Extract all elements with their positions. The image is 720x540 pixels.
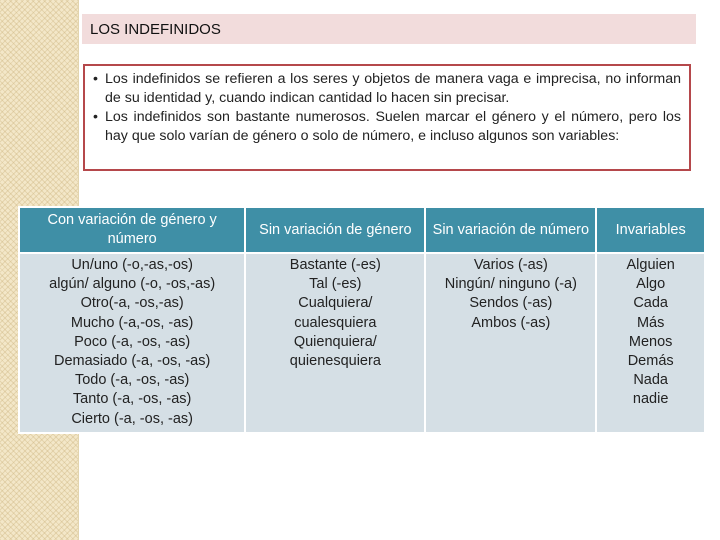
intro-bullet-2: • Los indefinidos son bastante numerosos. Suelen marcar el género y el número, pero los hay que solo varían de género o solo de número, e incluso algunos son variables: [91, 108, 681, 146]
list-item: Sendos (-as) [469, 295, 553, 312]
list-item: Tanto (-a, -os, -as) [72, 391, 192, 408]
list-item: Mucho (-a,-os, -as) [70, 314, 194, 331]
list-item: quienesquiera [289, 353, 381, 370]
header-invariables: Invariables [597, 208, 704, 252]
list-item: Nada [633, 372, 668, 389]
list-item: Cada [633, 295, 668, 312]
list-item: Poco (-a, -os, -as) [74, 333, 191, 350]
list-item: Más [636, 314, 665, 331]
list-item: Un/uno (-o,-as,-os) [71, 257, 193, 273]
cell-sin-genero [246, 254, 424, 432]
list-item: Demasiado (-a, -os, -as) [53, 353, 211, 370]
intro-list [91, 70, 681, 146]
header-genero-numero: Con variación de género y número [20, 208, 244, 252]
intro-bullet-1: • Los indefinidos se refieren a los seres y objetos de manera vaga e imprecisa, no informan de su identidad y, cuando indican cantidad lo hacen sin precisar. [91, 70, 681, 108]
cell-invariables [597, 254, 704, 432]
list-item: cualesquiera [294, 314, 377, 331]
slide-title-text: LOS INDEFINIDOS [90, 20, 221, 38]
list-item: Todo (-a, -os, -as) [74, 372, 190, 389]
list-item: Quienquiera/ [293, 333, 377, 350]
list-item: Ambos (-as) [471, 314, 551, 331]
table-header-row [20, 208, 704, 252]
header-sin-genero: Sin variación de género [246, 208, 424, 252]
list-item: Varios (-as) [473, 257, 548, 273]
list-item: algún/ alguno (-o, -os,-as) [49, 276, 216, 293]
list-item: nadie [632, 391, 669, 408]
list-item: Demás [627, 353, 674, 370]
intro-box [83, 64, 691, 171]
list-item: Cierto (-a, -os, -as) [71, 410, 193, 427]
cell-genero-numero [20, 254, 244, 432]
slide-title [82, 14, 696, 44]
list-item: Algo [636, 276, 666, 293]
cell-sin-numero [426, 254, 595, 432]
list-item: Alguien [626, 257, 675, 273]
list-item: Otro(-a, -os,-as) [80, 295, 184, 312]
indefinidos-table [18, 206, 706, 434]
header-sin-numero: Sin variación de número [426, 208, 595, 252]
table-row [20, 254, 704, 432]
list-item: Ningún/ ninguno (-a) [444, 276, 577, 293]
list-item: Bastante (-es) [289, 257, 381, 273]
list-item: Tal (-es) [309, 276, 362, 293]
list-item: Cualquiera/ [298, 295, 373, 312]
list-item: Menos [628, 333, 673, 350]
